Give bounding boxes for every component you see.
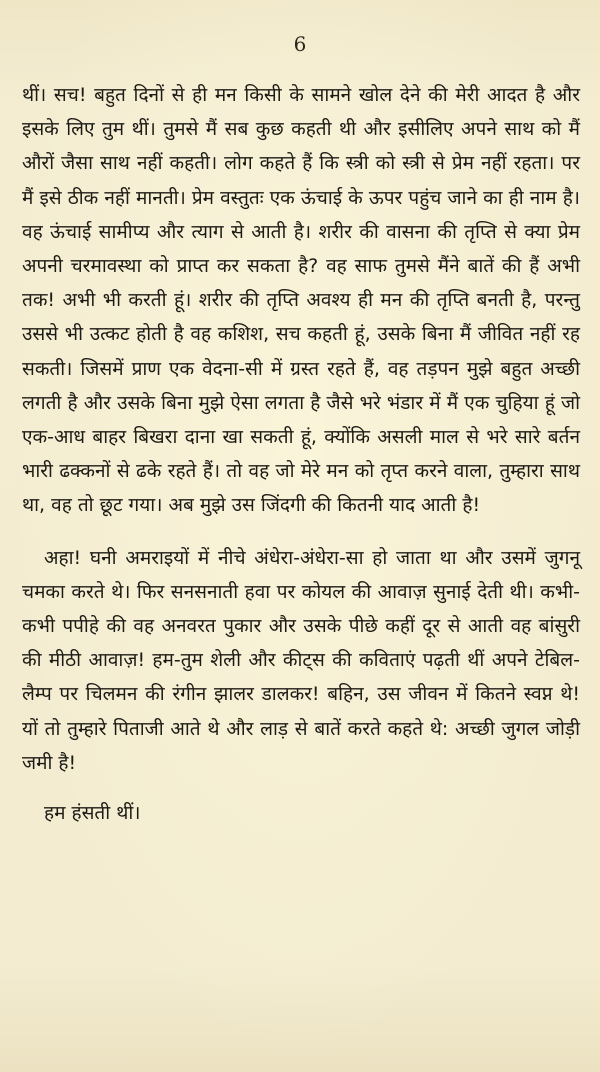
body-text	[22, 78, 580, 830]
paragraph-2: अहा! घनी अमराइयों में नीचे अंधेरा-अंधेरा-सा हो जाता था और उसमें जुगनू चमका करते थे। फिर सनसनाती हवा पर कोयल की आवाज़ सुनाई देती थी। कभी-कभी पपीहे की वह अनवरत पुकार और उसके पीछे कहीं दूर से आती वह बांसुरी की मीठी आवाज़! हम-तुम शेली और कीट्स की कविताएं पढ़ती थीं अपने टेबिल-लैम्प पर चिलमन की रंगीन झालर डालकर! बहिन, उस जीवन में कितने स्वप्न थे! यों तो तुम्हारे पिताजी आते थे और लाड़ से बातें करते कहते थे: अच्छी जुगल जोड़ी जमी है!	[22, 546, 580, 774]
paragraph-3: हम हंसती थीं।	[44, 802, 141, 825]
page-number: 6	[293, 32, 307, 56]
paragraph-1: थीं। सच! बहुत दिनों से ही मन किसी के सामने खोल देने की मेरी आदत है और इसके लिए तुम थीं। तुमसे मैं सब कुछ कहती थी और इसीलिए अपने साथ को मैं औरों जैसा साथ नहीं कहती। लोग कहते हैं कि स्त्री को स्त्री से प्रेम नहीं रहता। पर मैं इसे ठीक नहीं मानती। प्रेम वस्तुतः एक ऊंचाई के ऊपर पहुंच जाने का ही नाम है। वह ऊंचाई सामीप्य और त्याग से आती है। शरीर की वासना की तृप्ति से क्या प्रेम अपनी चरमावस्था को प्राप्त कर सकता है? वह साफ तुमसे मैंने बातें की हैं अभी तक! अभी भी करती हूं। शरीर की तृप्ति अवश्य ही मन की तृप्ति बनती है, परन्तु उससे भी उत्कट होती है वह कशिश, सच कहती हूं, उसके बिना मैं जीवित नहीं रह सकती। जिसमें प्राण एक वेदना-सी में ग्रस्त रहते हैं, वह तड़पन मुझे बहुत अच्छी लगती है और उसके बिना मुझे ऐसा लगता है जैसे भरे भंडार में मैं एक चुहिया हूं जो एक-आध बाहर बिखरा दाना खा सकती हूं, क्योंकि असली माल से भरे सारे बर्तन भारी ढक्कनों से ढके रहते हैं। तो वह जो मेरे मन को तृप्त करने वाला, तुम्हारा साथ था, वह तो छूट गया। अब मुझे उस जिंदगी की कितनी याद आती है!	[22, 84, 580, 517]
